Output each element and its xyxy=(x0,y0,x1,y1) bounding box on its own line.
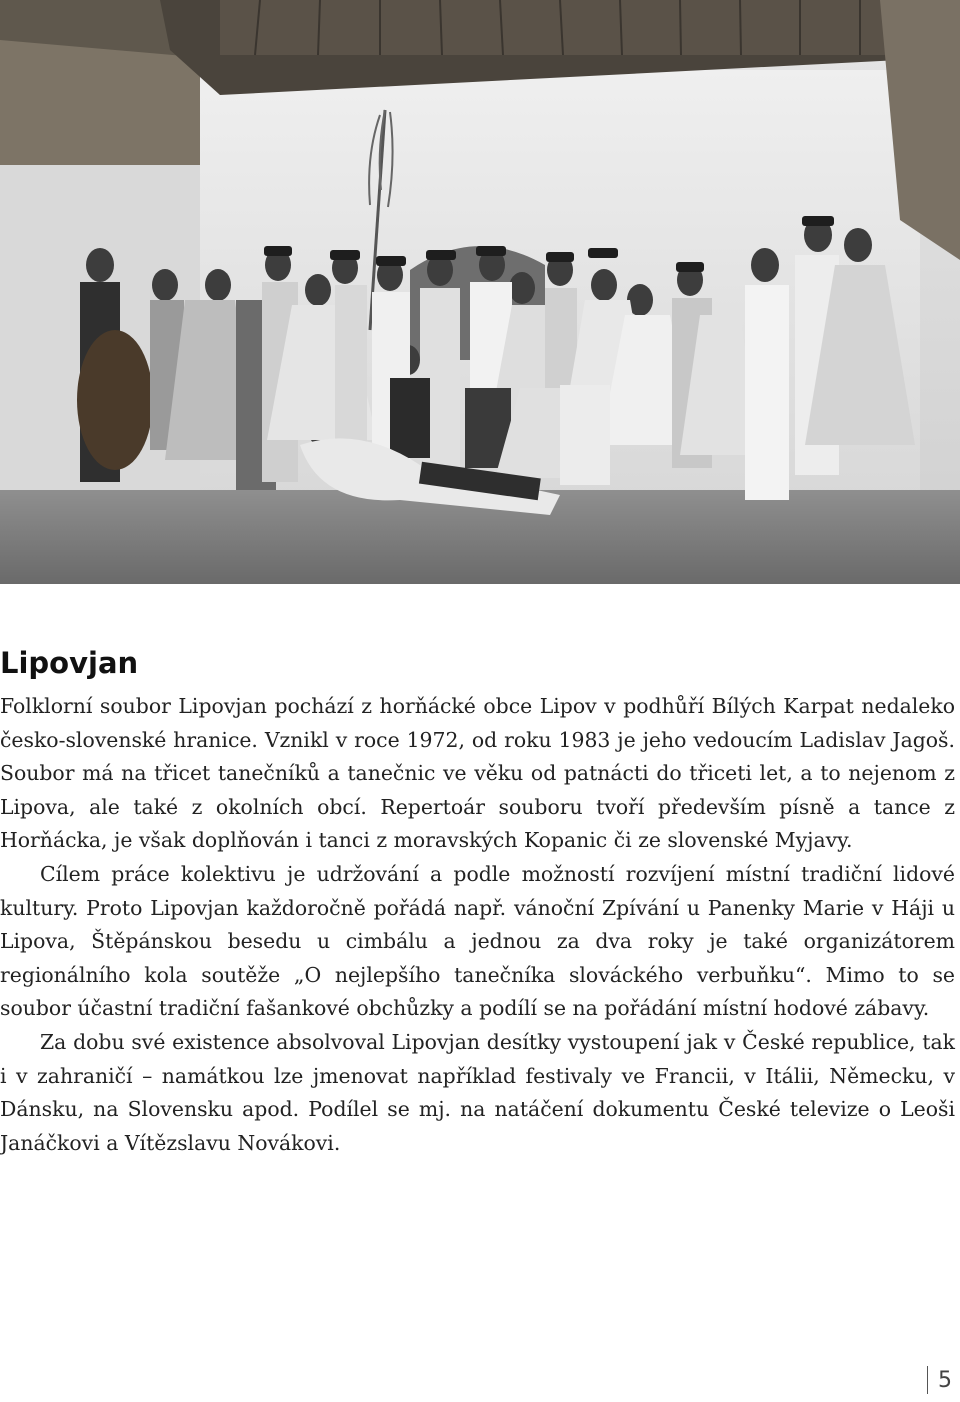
page-number-divider xyxy=(927,1366,928,1394)
page-number: 5 xyxy=(938,1367,952,1393)
paragraph-3: Za dobu své existence absolvoval Lipovjan desítky vystoupení jak v České republice, tak i v zahraničí – namátkou lze jmenovat například festivaly ve Francii, v Itálii, Německu, v Dánsku, na Slovensku apod. Podílel se mj. na natáčení dokumentu České televize o Leoši Janáčkovi a Vítězslavu Novákovi. xyxy=(0,1029,955,1155)
article-body xyxy=(0,690,955,1160)
section-title: Lipovjan xyxy=(0,646,139,680)
page-footer xyxy=(927,1366,952,1394)
paragraph-1: Folklorní soubor Lipovjan pochází z horňácké obce Lipov v podhůří Bílých Karpat nedaleko česko-slovenské hranice. Vznikl v roce 1972, od roku 1983 je jeho vedoucím Ladislav Jagoš. Soubor má na třicet tanečníků a tanečnic ve věku od patnácti do třiceti let, a to nejenom z Lipova, ale také z okolních obcí. Repertoár souboru tvoří především písně a tance z Horňácka, je však doplňován i tanci z moravských Kopanic či ze slovenské Myjavy. xyxy=(0,694,955,853)
group-photo xyxy=(0,0,960,584)
group-photo-image xyxy=(0,0,960,584)
paragraph-2: Cílem práce kolektivu je udržování a podle možností rozvíjení místní tradiční lidové kultury. Proto Lipovjan každoročně pořádá např. vánoční Zpívání u Panenky Marie v Háji u Lipova, Štěpánskou besedu u cimbálu a jednou za dva roky je také organizátorem regionálního kola soutěže „O nejlepšího tanečníka slováckého verbuňku“. Mimo to se soubor účastní tradiční fašankové obchůzky a podílí se na pořádání místní hodové zábavy. xyxy=(0,861,955,1021)
